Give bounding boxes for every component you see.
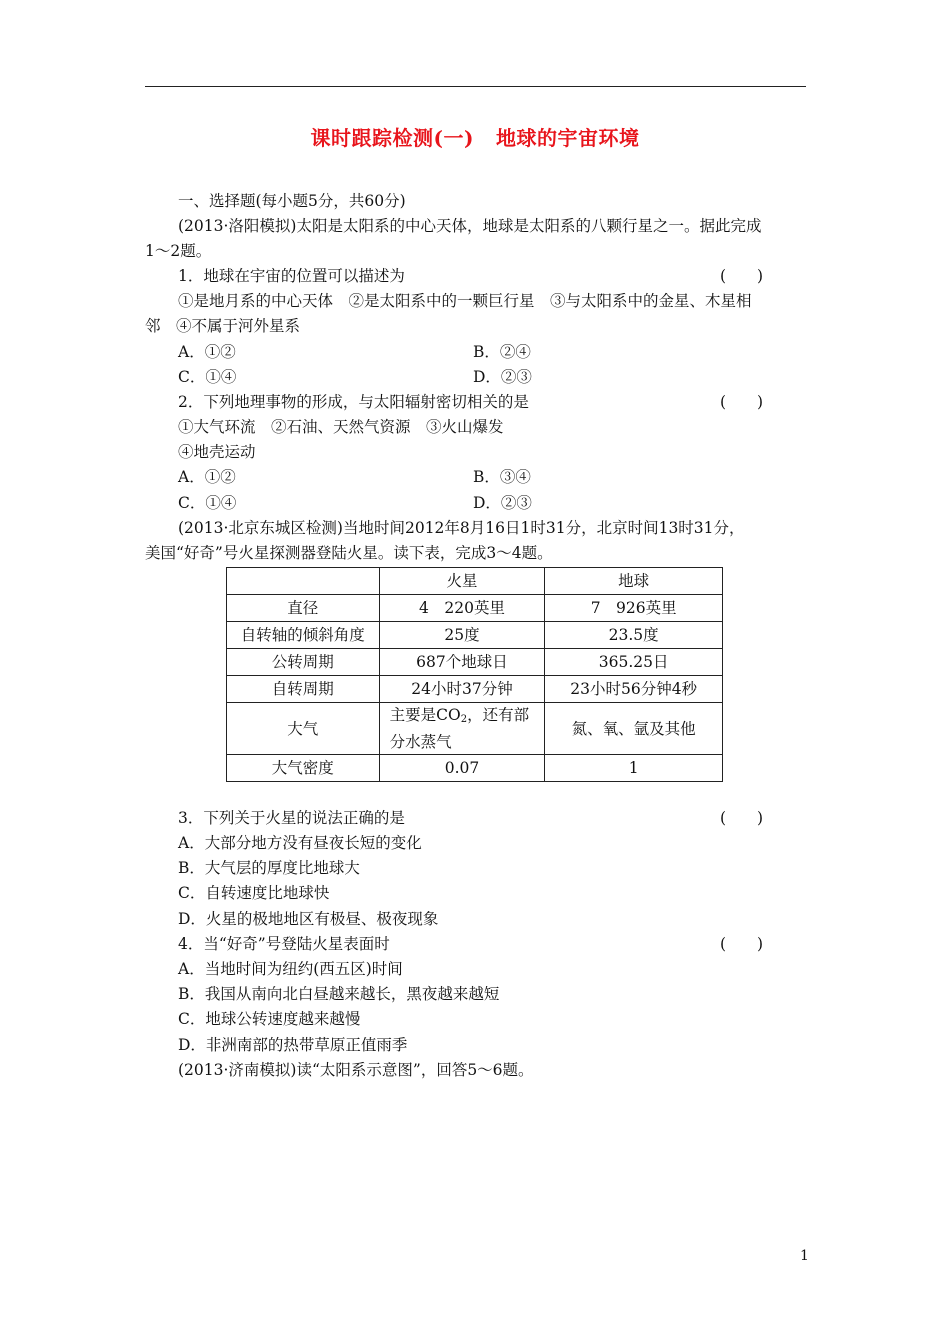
q1-option-d: D．②③ <box>473 368 532 386</box>
title-part1: 课时跟踪检测(一) <box>310 126 474 150</box>
table-cell: 大气 <box>227 703 380 755</box>
intro1-line1: (2013·洛阳模拟)太阳是太阳系的中心天体，地球是太阳系的八颗行星之一。据此完成 <box>178 217 762 235</box>
table-cell: 大气密度 <box>227 755 380 782</box>
q1-stem: 1．地球在宇宙的位置可以描述为 <box>178 267 405 285</box>
q4-option-b: B．我国从南向北白昼越来越长，黑夜越来越短 <box>178 985 500 1003</box>
q1-option-b: B．②④ <box>473 343 531 361</box>
q3-option-d: D．火星的极地地区有极昼、极夜现象 <box>178 910 439 928</box>
intro2-line1: (2013·北京东城区检测)当地时间2012年8月16日1时31分，北京时间13时31分， <box>178 519 745 537</box>
page-title <box>0 122 950 151</box>
table-cell: 直径 <box>227 595 380 622</box>
q1-statements-line2: 邻 ④不属于河外星系 <box>145 317 301 335</box>
q4-answer-paren: ( ) <box>720 935 764 953</box>
atm-text-line2: 分水蒸气 <box>389 733 452 751</box>
intro3: (2013·济南模拟)读“太阳系示意图”，回答5～6题。 <box>178 1061 534 1079</box>
table-cell: 0.07 <box>379 755 545 782</box>
table-cell: 687个地球日 <box>379 649 545 676</box>
table-cell: 25度 <box>379 622 545 649</box>
page-number: 1 <box>800 1248 809 1264</box>
section-heading: 一、选择题(每小题5分，共60分) <box>178 192 406 210</box>
table-cell: 365.25日 <box>545 649 723 676</box>
q2-statements-line2: ④地壳运动 <box>178 443 256 461</box>
q4-option-d: D．非洲南部的热带草原正值雨季 <box>178 1036 408 1054</box>
q3-stem: 3．下列关于火星的说法正确的是 <box>178 809 405 827</box>
intro2-line2: 美国“好奇”号火星探测器登陆火星。读下表，完成3～4题。 <box>145 544 553 562</box>
q3-answer-paren: ( ) <box>720 809 764 827</box>
table-row <box>227 622 723 649</box>
q2-stem: 2．下列地理事物的形成，与太阳辐射密切相关的是 <box>178 393 529 411</box>
table-header-cell: 火星 <box>379 568 545 595</box>
table-row <box>227 649 723 676</box>
intro1-line2: 1～2题。 <box>145 242 212 260</box>
q1-statements-line1: ①是地月系的中心天体 ②是太阳系中的一颗巨行星 ③与太阳系中的金星、木星相 <box>178 292 752 310</box>
q2-answer-paren: ( ) <box>720 393 764 411</box>
q1-answer-paren: ( ) <box>720 267 764 285</box>
table-cell: 自转轴的倾斜角度 <box>227 622 380 649</box>
table-header-row <box>227 568 723 595</box>
q1-option-a: A．①② <box>178 343 236 361</box>
table-cell: 23.5度 <box>545 622 723 649</box>
header-rule <box>145 86 806 87</box>
table-header-cell: 地球 <box>545 568 723 595</box>
title-part2: 地球的宇宙环境 <box>495 126 640 150</box>
q2-option-c: C．①④ <box>178 494 237 512</box>
atm-subscript: 2 <box>460 714 468 725</box>
table-cell: 4 220英里 <box>379 595 545 622</box>
table-row <box>227 676 723 703</box>
table-cell-mars-atmosphere <box>379 703 545 755</box>
q4-option-c: C．地球公转速度越来越慢 <box>178 1010 361 1028</box>
table-cell: 公转周期 <box>227 649 380 676</box>
table-row <box>227 595 723 622</box>
q2-option-a: A．①② <box>178 468 236 486</box>
table-cell: 7 926英里 <box>545 595 723 622</box>
q2-option-d: D．②③ <box>473 494 532 512</box>
table-cell: 23小时56分钟4秒 <box>545 676 723 703</box>
table-cell: 自转周期 <box>227 676 380 703</box>
table-cell: 氮、氧、氩及其他 <box>545 703 723 755</box>
q2-option-b: B．③④ <box>473 468 531 486</box>
table-header-cell <box>227 568 380 595</box>
atm-text-b: ，还有部 <box>467 706 530 724</box>
q1-option-c: C．①④ <box>178 368 237 386</box>
q4-option-a: A．当地时间为纽约(西五区)时间 <box>178 960 403 978</box>
mars-earth-table <box>226 567 723 782</box>
atm-text-a: 主要是CO <box>389 706 461 724</box>
q4-stem: 4．当“好奇”号登陆火星表面时 <box>178 935 390 953</box>
q3-option-c: C．自转速度比地球快 <box>178 884 330 902</box>
q3-option-b: B．大气层的厚度比地球大 <box>178 859 360 877</box>
table-cell: 24小时37分钟 <box>379 676 545 703</box>
q2-statements-line1: ①大气环流 ②石油、天然气资源 ③火山爆发 <box>178 418 504 436</box>
q3-option-a: A．大部分地方没有昼夜长短的变化 <box>178 834 422 852</box>
table-row-atmosphere <box>227 703 723 755</box>
table-cell: 1 <box>545 755 723 782</box>
table-row <box>227 755 723 782</box>
